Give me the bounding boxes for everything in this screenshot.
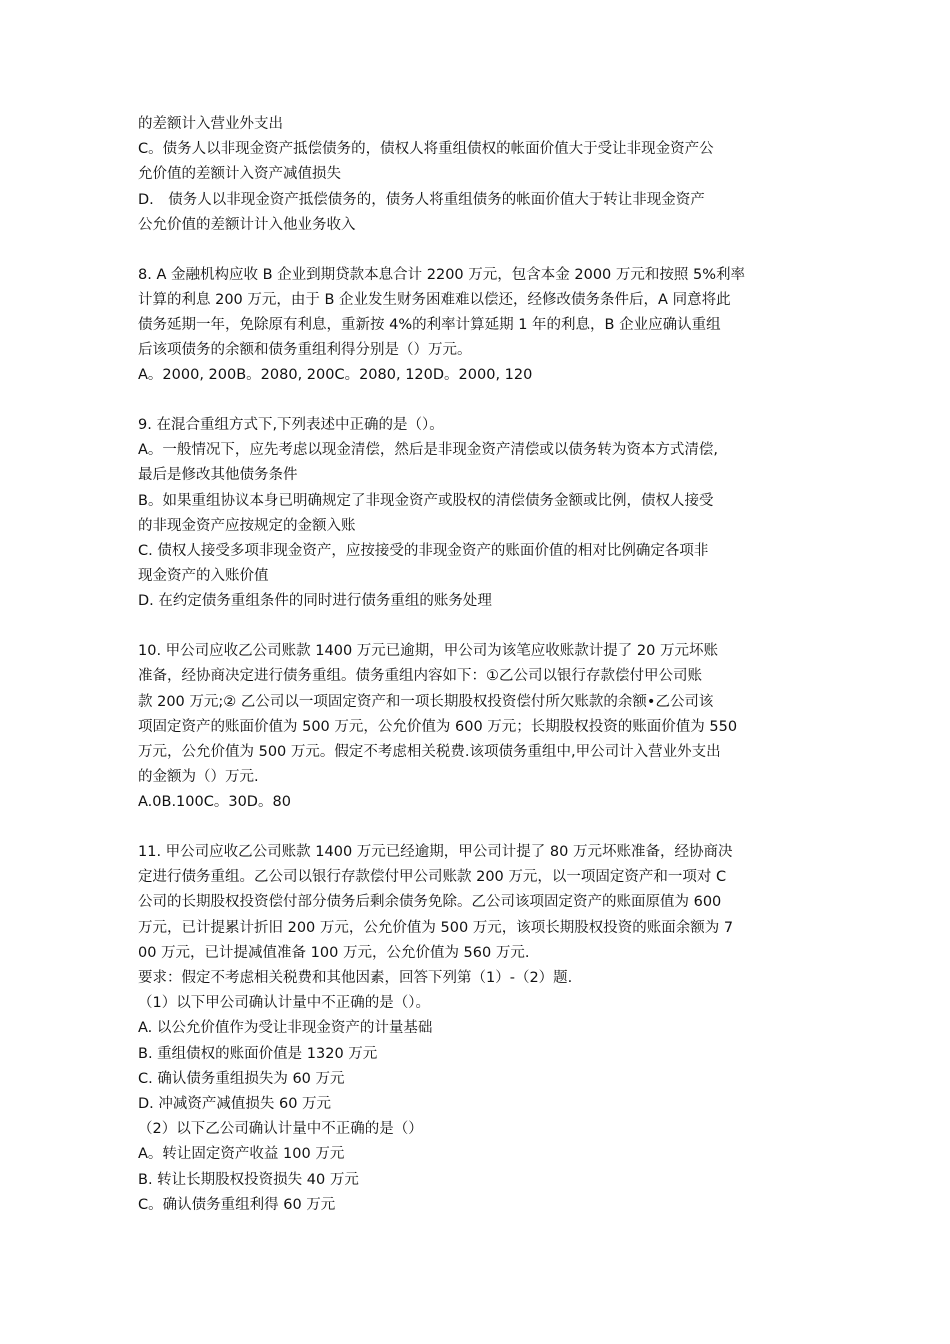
question-10-line: 款 200 万元;② 乙公司以一项固定资产和一项长期股权投资偿付所欠账款的余额•乙公司该: [138, 693, 714, 710]
question-9-line: 的非现金资产应按规定的金额入账: [138, 517, 356, 534]
question-11-line: （1）以下甲公司确认计量中不正确的是（）。: [138, 995, 430, 1012]
question-9-line: 最后是修改其他债务条件: [138, 467, 298, 484]
text-line: D. 债务人以非现金资产抵偿债务的，债务人将重组债务的帐面价值大于转让非现金资产: [138, 191, 705, 208]
text-line: 允价值的差额计入资产减值损失: [138, 166, 341, 183]
question-11-line: B. 转让长期股权投资损失 40 万元: [138, 1171, 359, 1188]
question-8-options: A。2000, 200B。2080, 200C。2080, 120D。2000, 120: [138, 367, 533, 384]
paragraph-gap: [138, 388, 818, 413]
paragraph-gap: [138, 815, 818, 840]
question-11-line: A. 以公允价值作为受让非现金资产的计量基础: [138, 1020, 433, 1037]
question-9-line: A。一般情况下，应先考虑以现金清偿，然后是非现金资产清偿或以债务转为资本方式清偿,: [138, 442, 719, 459]
paragraph-gap: [138, 615, 818, 640]
question-10-line: 万元，公允价值为 500 万元。假定不考虑相关税费.该项债务重组中,甲公司计入营业外支出: [138, 743, 721, 760]
question-11-line: C。确认债务重组利得 60 万元: [138, 1196, 336, 1213]
question-11-line: 万元，已计提累计折旧 200 万元，公允价值为 500 万元，该项长期股权投资的账面余额为 7: [138, 919, 734, 936]
question-11-line: 11. 甲公司应收乙公司账款 1400 万元已经逾期，甲公司计提了 80 万元坏账准备，经协商决: [138, 844, 733, 861]
question-8-line: 8. A 金融机构应收 B 企业到期贷款本息合计 2200 万元，包含本金 2000 万元和按照 5%利率: [138, 266, 745, 283]
question-11-line: （2）以下乙公司确认计量中不正确的是（）: [138, 1121, 423, 1138]
question-10-options: A.0B.100C。30D。80: [138, 794, 291, 811]
question-10-line: 准备，经协商决定进行债务重组。债务重组内容如下：①乙公司以银行存款偿付甲公司账: [138, 668, 702, 685]
question-11-line: A。转让固定资产收益 100 万元: [138, 1146, 345, 1163]
document-page: [138, 112, 818, 1218]
question-9-line: D. 在约定债务重组条件的同时进行债务重组的账务处理: [138, 593, 492, 610]
question-8-line: 后该项债务的余额和债务重组利得分别是（）万元。: [138, 342, 472, 359]
text-line: C。债务人以非现金资产抵偿债务的，债权人将重组债权的帐面价值大于受让非现金资产公: [138, 141, 714, 158]
question-8-line: 计算的利息 200 万元，由于 B 企业发生财务困难难以偿还，经修改债务条件后，A 同意将此: [138, 291, 731, 308]
question-10-line: 的金额为（）万元.: [138, 769, 259, 786]
question-11-line: 00 万元，已计提减值准备 100 万元，公允价值为 560 万元.: [138, 944, 530, 961]
question-10-line: 10. 甲公司应收乙公司账款 1400 万元已逾期，甲公司为该笔应收账款计提了 20 万元坏账: [138, 643, 718, 660]
question-9-line: 9. 在混合重组方式下,下列表述中正确的是（）。: [138, 417, 444, 434]
question-11-line: C. 确认债务重组损失为 60 万元: [138, 1070, 345, 1087]
question-8-line: 债务延期一年，免除原有利息，重新按 4%的利率计算延期 1 年的利息，B 企业应确认重组: [138, 316, 721, 333]
question-9-line: 现金资产的入账价值: [138, 568, 269, 585]
question-9-line: B。如果重组协议本身已明确规定了非现金资产或股权的清偿债务金额或比例，债权人接受: [138, 492, 714, 509]
question-10-line: 项固定资产的账面价值为 500 万元，公允价值为 600 万元；长期股权投资的账面价值为 550: [138, 718, 738, 735]
text-line: 公允价值的差额计计入他业务收入: [138, 216, 356, 233]
question-11-line: B. 重组债权的账面价值是 1320 万元: [138, 1045, 378, 1062]
question-11-line: 定进行债务重组。乙公司以银行存款偿付甲公司账款 200 万元，以一项固定资产和一项对 C: [138, 869, 727, 886]
paragraph-gap: [138, 238, 818, 263]
question-9-line: C. 债权人接受多项非现金资产，应按接受的非现金资产的账面价值的相对比例确定各项非: [138, 543, 709, 559]
text-line: 的差额计入营业外支出: [138, 116, 283, 132]
question-11-line: 要求：假定不考虑相关税费和其他因素，回答下列第（1）-（2）题.: [138, 970, 573, 986]
question-11-line: 公司的长期股权投资偿付部分债务后剩余债务免除。乙公司该项固定资产的账面原值为 600: [138, 894, 722, 911]
question-11-line: D. 冲减资产减值损失 60 万元: [138, 1095, 332, 1112]
